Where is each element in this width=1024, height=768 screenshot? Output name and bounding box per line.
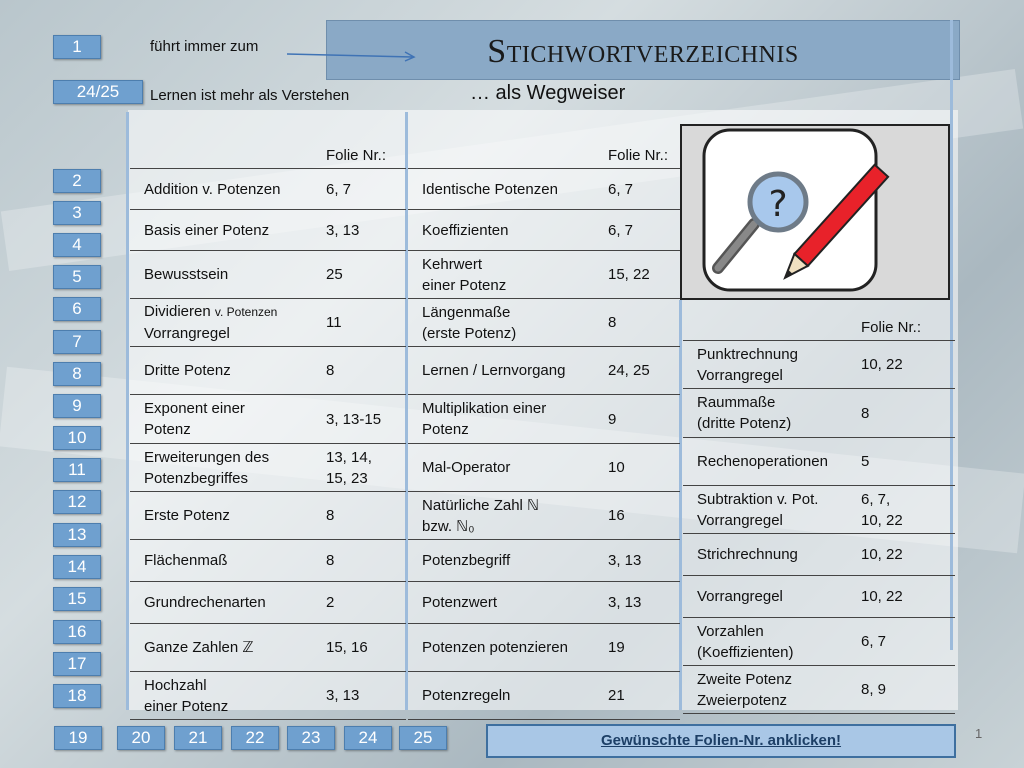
table-row [408,347,680,395]
slide-number-cell[interactable] [320,444,406,492]
index-term-line2: Potenz [422,421,469,438]
index-term-line2: (Koeffizienten) [697,643,794,661]
nav-button-slide[interactable]: 24 [344,726,392,750]
slide-numbers: 3, 13 [608,552,642,569]
nav-button-home[interactable]: 1 [53,35,101,59]
slide-numbers: 8 [326,362,335,379]
table-row [130,492,406,540]
index-term-line2: einer Potenz [422,276,507,294]
slide-numbers: 6, 7 [608,180,634,198]
term-cell[interactable] [130,169,320,210]
question-mark: ? [768,184,788,225]
term-cell[interactable] [408,210,602,251]
slide-numbers: 6, 7 [861,633,887,650]
term-cell[interactable] [408,672,602,720]
nav-button-slide[interactable]: 8 [53,362,101,386]
nav-button-slide[interactable]: 21 [174,726,222,750]
index-term-line2: (dritte Potenz) [697,415,792,432]
term-cell[interactable] [408,444,602,492]
table-row [683,341,955,389]
slide-numbers: 21 [608,687,625,704]
table-row [130,210,406,251]
index-term-line2: Potenzbegriffes [144,469,248,487]
slide-numbers: 3, 13 [608,594,642,611]
term-cell[interactable] [130,492,320,540]
slide-numbers: 8 [861,404,870,422]
slide-numbers: 9 [608,410,617,428]
table-row [683,389,955,438]
nav-button-slide[interactable]: 16 [53,620,101,644]
slide-number-cell[interactable] [320,395,406,444]
slide-number-cell[interactable] [602,299,680,347]
index-term: Potenzbegriff [422,552,511,569]
index-term-line1: Multiplikation einer [422,400,547,417]
table-row [408,582,680,624]
table-row [130,395,406,444]
term-cell[interactable] [408,299,602,347]
slide-number-cell[interactable] [602,395,680,444]
index-term-line1: Erweiterungen des [144,448,270,466]
nav-button-slide[interactable]: 23 [287,726,335,750]
slide-number-cell[interactable] [320,169,406,210]
nav-button-slide[interactable]: 14 [53,555,101,579]
slide-number-cell[interactable] [320,347,406,395]
slide-numbers-line2: 10, 22 [861,511,903,529]
nav-button-slide[interactable]: 6 [53,297,101,321]
slide-number-cell[interactable] [320,624,406,672]
slide-number-cell[interactable] [855,618,955,666]
term-cell[interactable] [130,624,320,672]
slide-numbers: 5 [861,453,870,470]
index-term-line2: (erste Potenz) [422,324,517,342]
table-row [130,169,406,210]
slide-numbers: 6, 7 [326,180,352,198]
index-term: Identische Potenzen [422,180,558,198]
slide-numbers: 10, 22 [861,356,903,373]
slide-number-cell[interactable] [602,672,680,720]
index-term: Flächenmaß [144,552,228,569]
magnifier-pencil-icon [682,126,948,298]
index-term-line1: Punktrechnung [697,345,798,363]
slide-numbers-line1: 13, 14, [326,448,372,466]
index-term: Addition v. Potenzen [144,180,281,198]
term-cell[interactable] [408,540,602,582]
index-term-line2: Vorrangregel [697,511,783,529]
column-header-label: Folie Nr.: [861,319,922,336]
slide-number-cell[interactable] [855,341,955,389]
arrow-icon [287,50,419,62]
table-header-cell [408,118,602,169]
slide-number-cell[interactable] [320,582,406,624]
term-cell[interactable] [408,395,602,444]
index-term: Ganze Zahlen ℤ [144,639,254,656]
table-row [130,540,406,582]
table-row [683,618,955,666]
slide-number-cell[interactable] [320,492,406,540]
slide-numbers: 8, 9 [861,681,887,698]
nav-button-slide[interactable]: 10 [53,426,101,450]
index-term: Bewusstsein [144,266,229,283]
nav-button-slide[interactable]: 12 [53,490,101,514]
term-cell[interactable] [130,210,320,251]
nav-button-slide[interactable]: 9 [53,394,101,418]
slide-numbers: 8 [326,552,335,569]
slide-numbers: 10, 22 [861,546,903,563]
slide-numbers: 8 [326,507,335,524]
term-cell[interactable] [408,624,602,672]
index-term: Lernen / Lernvorgang [422,362,566,379]
index-term-line1: Subtraktion v. Pot. [697,490,819,508]
table-row [408,251,680,299]
index-term-line1: Zweite Potenz [697,670,793,688]
nav-button-slide[interactable]: 2 [53,169,101,193]
page-number: 1 [975,726,983,741]
table-header-cell [602,118,680,169]
nav-button-slide[interactable]: 3 [53,201,101,225]
index-term-line1: Natürliche Zahl ℕ [422,496,540,514]
index-term-line2: bzw. ℕ₀ [422,517,475,535]
term-cell[interactable] [408,251,602,299]
term-cell[interactable] [130,672,320,720]
nav-button-slide[interactable]: 4 [53,233,101,257]
table-row [130,444,406,492]
nav-button-slide[interactable]: 20 [117,726,165,750]
table-row [408,492,680,540]
table-row [408,444,680,492]
term-cell[interactable] [683,341,855,389]
slide-numbers: 10, 22 [861,588,903,605]
nav-button-slide[interactable]: 11 [53,458,101,482]
term-cell[interactable] [408,582,602,624]
index-term-line1: Hochzahl [144,676,207,694]
slide-numbers: 16 [608,507,625,524]
slide-numbers: 15, 22 [608,266,650,283]
column-divider [126,112,129,710]
slide-numbers: 3, 13 [326,221,360,239]
page-title: Stichwortverzeichnis [487,33,799,70]
nav-button-slide[interactable]: 7 [53,330,101,354]
index-term-line1: Längenmaße [422,303,511,321]
slide-number-cell[interactable] [855,534,955,576]
nav-button-slide[interactable]: 22 [231,726,279,750]
index-term-line2: Potenz [144,421,191,438]
slide-number-cell[interactable] [855,438,955,486]
home-note: führt immer zum [150,38,259,55]
nav-button-slide[interactable]: 25 [399,726,447,750]
table-row [130,624,406,672]
index-term-line2: Zweierpotenz [697,691,788,709]
index-term: Potenzen potenzieren [422,639,568,656]
index-term-line1: Vorzahlen [697,622,764,640]
index-table-col1 [130,118,406,720]
index-term: Rechenoperationen [697,453,828,470]
term-cell[interactable] [130,251,320,299]
table-row [683,534,955,576]
slide-numbers: 10 [608,459,625,476]
slide-number-cell[interactable] [602,492,680,540]
table-row [683,438,955,486]
table-row [130,299,406,347]
index-term-line2: einer Potenz [144,697,229,715]
table-row [130,582,406,624]
slide-number-cell[interactable] [602,210,680,251]
table-row [408,672,680,720]
slide-number-cell[interactable] [855,666,955,714]
index-term: Mal-Operator [422,459,511,476]
slide-number-cell[interactable] [602,582,680,624]
term-cell[interactable] [683,666,855,714]
nav-button-slide[interactable]: 19 [54,726,102,750]
slide-numbers: 24, 25 [608,362,650,379]
term-cell[interactable] [683,576,855,618]
index-term: Grundrechenarten [144,594,266,611]
term-cell[interactable] [683,486,855,534]
slide-number-cell[interactable] [602,347,680,395]
index-term-line1: Exponent einer [144,400,245,417]
table-row [408,395,680,444]
table-row [408,169,680,210]
slide-numbers: 3, 13-15 [326,410,382,428]
term-cell[interactable] [683,534,855,576]
table-row [408,210,680,251]
index-term-line1: Dividieren [144,303,211,320]
nav-button-slide[interactable]: 15 [53,587,101,611]
index-term-line1: Raummaße [697,394,776,411]
table-row [130,251,406,299]
index-term: Dritte Potenz [144,362,231,379]
table-row [408,540,680,582]
slide-numbers: 2 [326,594,335,611]
instruction-link-box[interactable] [486,724,956,758]
table-header-row [408,118,680,169]
slide-number-cell[interactable] [855,576,955,618]
index-term: Potenzregeln [422,687,511,704]
slide-number-cell[interactable] [602,251,680,299]
slide-number-cell[interactable] [602,169,680,210]
index-term: Vorrangregel [697,588,783,605]
index-term-line1: Kehrwert [422,255,483,273]
term-cell[interactable] [683,438,855,486]
slide-numbers: 6, 7 [608,221,634,239]
slide-number-cell[interactable] [855,389,955,438]
table-row [130,672,406,720]
term-cell[interactable] [683,618,855,666]
table-row [408,299,680,347]
index-term-small: v. Potenzen [214,305,278,319]
title-box [326,20,960,80]
nav-button-slide[interactable]: 17 [53,652,101,676]
nav-button-slide[interactable]: 18 [53,684,101,708]
page-subtitle: … als Wegweiser [470,82,626,104]
slide-number-cell[interactable] [602,624,680,672]
table-row [408,624,680,672]
slide-numbers-line1: 6, 7, [861,490,891,508]
table-row [683,576,955,618]
slide-number-cell[interactable] [602,540,680,582]
slide-numbers: 8 [608,314,617,331]
term-cell[interactable] [408,169,602,210]
index-term: Koeffizienten [422,221,509,239]
slide-number-cell[interactable] [855,486,955,534]
table-header-row [130,118,406,169]
slide-numbers: 15, 16 [326,639,368,656]
table-header-cell [130,118,320,169]
nav-button-24-25[interactable]: 24/25 [53,80,143,104]
term-cell[interactable] [130,540,320,582]
index-term-line2: Vorrangregel [697,366,783,384]
index-term: Potenzwert [422,594,498,611]
table-row [130,347,406,395]
column-header-label: Folie Nr.: [326,147,387,164]
table-row [683,486,955,534]
slide-numbers-line2: 15, 23 [326,469,368,487]
slide-number-cell[interactable] [320,672,406,720]
term-cell[interactable] [408,347,602,395]
term-cell[interactable] [130,444,320,492]
slide-numbers: 11 [326,314,342,331]
term-cell[interactable] [130,395,320,444]
slide-number-cell[interactable] [320,540,406,582]
nav-button-slide[interactable]: 5 [53,265,101,289]
slide-number-cell[interactable] [320,251,406,299]
slide-number-cell[interactable] [320,210,406,251]
slide-numbers: 19 [608,639,625,656]
term-cell[interactable] [130,582,320,624]
index-table-col2 [408,118,680,720]
table-row [683,666,955,714]
index-term-line2: Vorrangregel [144,325,230,342]
index-term: Basis einer Potenz [144,221,270,239]
index-term: Erste Potenz [144,507,230,524]
learning-note: Lernen ist mehr als Verstehen [150,87,350,104]
term-cell[interactable] [408,492,602,540]
term-cell[interactable] [683,389,855,438]
slide-numbers: 3, 13 [326,687,360,704]
table-header-cell [320,118,406,169]
instruction-link[interactable]: Gewünschte Folien-Nr. anklicken! [600,732,842,749]
nav-button-slide[interactable]: 13 [53,523,101,547]
search-illustration [680,124,950,300]
slide-numbers: 25 [326,266,343,283]
index-term: Strichrechnung [697,546,798,563]
column-header-label: Folie Nr.: [608,147,669,164]
index-table-col3 [683,290,955,714]
slide-number-cell[interactable] [320,299,406,347]
term-cell[interactable] [130,299,320,347]
slide-number-cell[interactable] [602,444,680,492]
term-cell[interactable] [130,347,320,395]
